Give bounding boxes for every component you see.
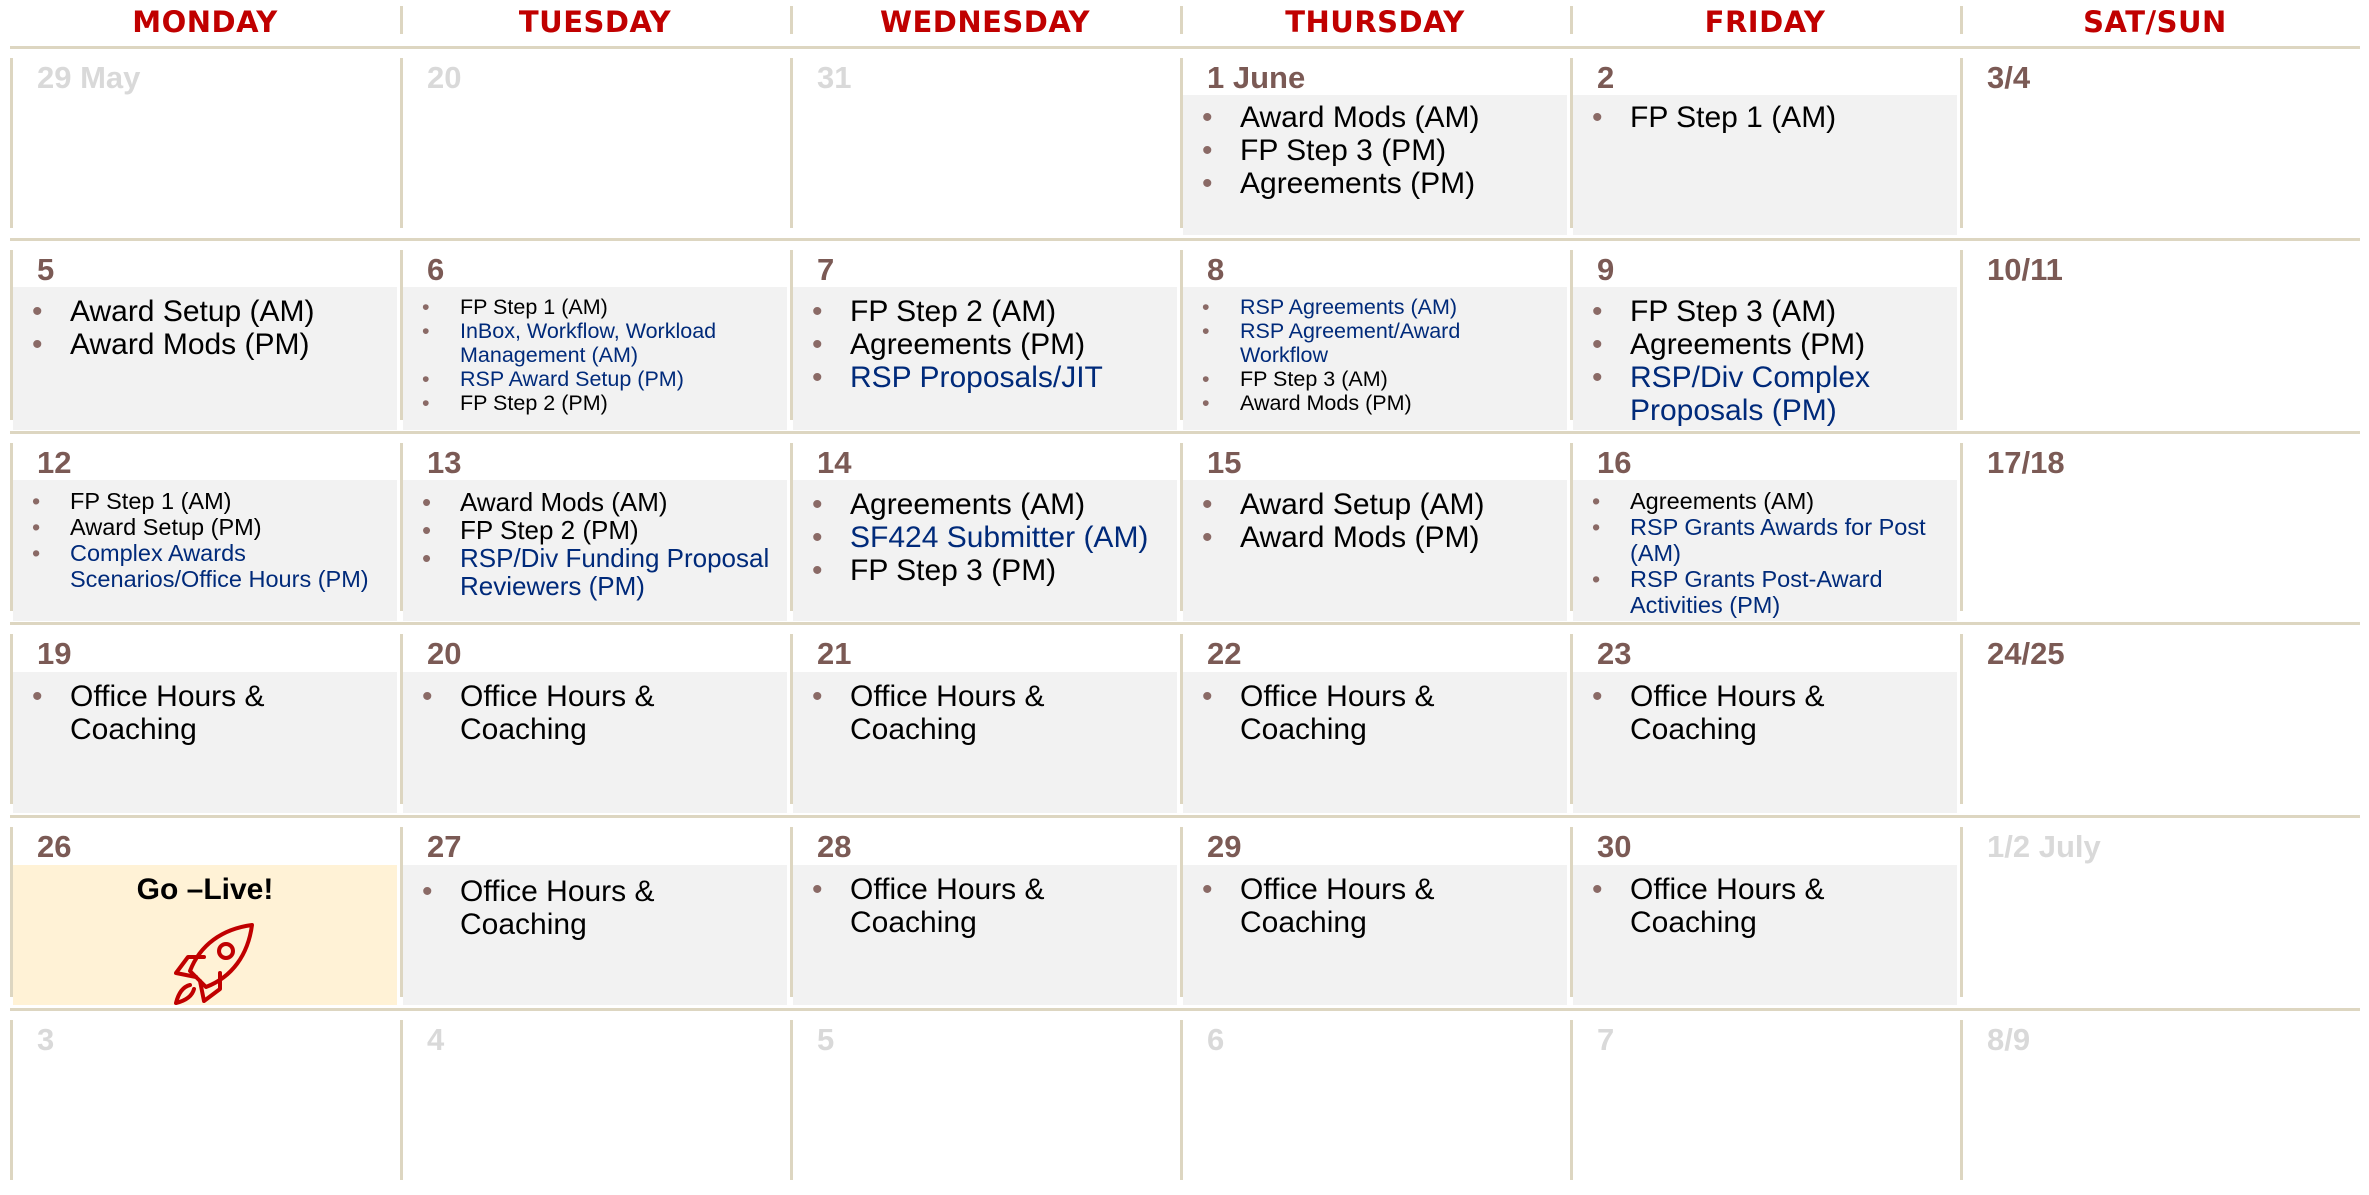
day-number: 9: [1597, 252, 1615, 287]
event-item: • RSP Proposals/JIT: [810, 361, 1160, 394]
event-item: • Award Setup (AM): [30, 295, 380, 328]
event-item: • RSP Agreement/Award Workflow: [1200, 319, 1550, 367]
event-item: • Office Hours & Coaching: [1590, 873, 1940, 939]
event-list: [30, 295, 380, 361]
event-item: • Office Hours & Coaching: [420, 875, 770, 941]
event-item: • Agreements (AM): [810, 488, 1160, 521]
day-number: 5: [817, 1022, 835, 1057]
event-list: [810, 873, 1160, 939]
event-item: • Award Mods (AM): [420, 488, 770, 516]
column-divider: [400, 634, 403, 804]
column-divider: [400, 1020, 403, 1180]
day-number: 28: [817, 829, 852, 864]
day-number: 27: [427, 829, 462, 864]
column-divider: [10, 634, 13, 804]
day-number: 31: [817, 60, 852, 95]
day-header: FRIDAY: [1704, 5, 1826, 39]
column-divider: [1570, 1020, 1573, 1180]
column-divider: [1570, 443, 1573, 611]
event-item: • FP Step 1 (AM): [30, 488, 380, 514]
row-divider: [10, 622, 2360, 625]
header-divider: [400, 6, 403, 34]
column-divider: [1570, 58, 1573, 228]
row-divider: [10, 431, 2360, 434]
event-list: [1200, 101, 1550, 200]
event-item: • Agreements (PM): [1200, 167, 1550, 200]
day-number: 5: [37, 252, 55, 287]
header-divider: [1570, 6, 1573, 34]
column-divider: [1960, 443, 1963, 611]
day-number: 3/4: [1987, 60, 2031, 95]
row-divider: [10, 815, 2360, 818]
day-number: 29 May: [37, 60, 141, 95]
event-item: • Office Hours & Coaching: [1200, 680, 1550, 746]
day-header: TUESDAY: [518, 5, 672, 39]
column-divider: [1180, 443, 1183, 611]
event-list: [1590, 101, 1940, 134]
event-list: [1590, 680, 1940, 746]
day-number: 8: [1207, 252, 1225, 287]
column-divider: [1960, 634, 1963, 804]
event-list: [420, 488, 770, 600]
row-divider: [10, 46, 2360, 49]
rocket-icon: [162, 915, 262, 1015]
column-divider: [10, 827, 13, 997]
event-item: • Complex Awards Scenarios/Office Hours (PM): [30, 540, 380, 592]
event-list: [810, 488, 1160, 587]
event-item: • Award Mods (PM): [1200, 521, 1550, 554]
column-divider: [10, 250, 13, 420]
header-divider: [1180, 6, 1183, 34]
column-divider: [400, 250, 403, 420]
column-divider: [1960, 250, 1963, 420]
day-number: 3: [37, 1022, 55, 1057]
day-number: 26: [37, 829, 72, 864]
column-divider: [10, 58, 13, 228]
day-number: 30: [1597, 829, 1632, 864]
event-item: • Award Setup (PM): [30, 514, 380, 540]
event-item: • FP Step 2 (PM): [420, 391, 770, 415]
rocket-icon-part: [176, 985, 194, 1003]
event-list: [30, 488, 380, 592]
day-number: 12: [37, 445, 72, 480]
event-item: • InBox, Workflow, Workload Management (AM): [420, 319, 770, 367]
column-divider: [1960, 58, 1963, 228]
event-list: [1590, 295, 1940, 427]
day-number: 6: [1207, 1022, 1225, 1057]
column-divider: [1180, 827, 1183, 997]
event-list: [810, 295, 1160, 394]
event-item: • FP Step 1 (AM): [420, 295, 770, 319]
day-number: 15: [1207, 445, 1242, 480]
day-number: 10/11: [1987, 252, 2063, 287]
day-number: 29: [1207, 829, 1242, 864]
event-list: [30, 680, 380, 746]
event-list: [420, 875, 770, 941]
day-number: 4: [427, 1022, 445, 1057]
column-divider: [1180, 1020, 1183, 1180]
day-number: 8/9: [1987, 1022, 2031, 1057]
event-list: [1590, 873, 1940, 939]
day-number: 7: [817, 252, 835, 287]
day-number: 14: [817, 445, 852, 480]
event-item: • FP Step 1 (AM): [1590, 101, 1940, 134]
event-list: [1200, 873, 1550, 939]
column-divider: [790, 634, 793, 804]
day-number: 23: [1597, 636, 1632, 671]
column-divider: [1180, 250, 1183, 420]
event-item: • Agreements (PM): [810, 328, 1160, 361]
column-divider: [790, 827, 793, 997]
column-divider: [790, 58, 793, 228]
event-list: [1200, 488, 1550, 554]
column-divider: [790, 1020, 793, 1180]
day-number: 22: [1207, 636, 1242, 671]
event-list: [420, 680, 770, 746]
event-item: • RSP Agreements (AM): [1200, 295, 1550, 319]
event-item: • FP Step 3 (AM): [1590, 295, 1940, 328]
day-number: 1 June: [1207, 60, 1306, 95]
day-number: 2: [1597, 60, 1615, 95]
column-divider: [400, 58, 403, 228]
day-number: 16: [1597, 445, 1632, 480]
header-divider: [790, 6, 793, 34]
column-divider: [1570, 250, 1573, 420]
event-list: [1590, 488, 1940, 618]
column-divider: [10, 1020, 13, 1180]
day-number: 1/2 July: [1987, 829, 2101, 864]
day-header: MONDAY: [132, 5, 278, 39]
event-item: • Agreements (PM): [1590, 328, 1940, 361]
event-item: • Office Hours & Coaching: [420, 680, 770, 746]
event-item: • FP Step 3 (PM): [1200, 134, 1550, 167]
column-divider: [790, 250, 793, 420]
day-number: 6: [427, 252, 445, 287]
day-header: THURSDAY: [1285, 5, 1465, 39]
event-item: • Office Hours & Coaching: [30, 680, 380, 746]
column-divider: [1960, 827, 1963, 997]
event-item: • Award Mods (AM): [1200, 101, 1550, 134]
event-item: • RSP/Div Funding Proposal Reviewers (PM): [420, 544, 770, 600]
day-number: 20: [427, 60, 462, 95]
day-number: 21: [817, 636, 852, 671]
event-item: • RSP/Div Complex Proposals (PM): [1590, 361, 1940, 427]
event-list: [1200, 295, 1550, 415]
column-divider: [400, 443, 403, 611]
column-divider: [400, 827, 403, 997]
event-list: [1200, 680, 1550, 746]
event-item: • Award Mods (PM): [1200, 391, 1550, 415]
column-divider: [1570, 634, 1573, 804]
column-divider: [1960, 1020, 1963, 1180]
day-number: 20: [427, 636, 462, 671]
golive-label: Go –Live!: [136, 873, 274, 906]
event-item: • Award Mods (PM): [30, 328, 380, 361]
column-divider: [10, 443, 13, 611]
column-divider: [790, 443, 793, 611]
header-divider: [1960, 6, 1963, 34]
event-item: • Award Setup (AM): [1200, 488, 1550, 521]
day-number: 13: [427, 445, 462, 480]
event-item: • FP Step 3 (AM): [1200, 367, 1550, 391]
event-item: • FP Step 2 (PM): [420, 516, 770, 544]
event-item: • RSP Grants Post-Award Activities (PM): [1590, 566, 1940, 618]
event-item: • Office Hours & Coaching: [810, 873, 1160, 939]
event-item: • FP Step 2 (AM): [810, 295, 1160, 328]
event-item: • RSP Grants Awards for Post (AM): [1590, 514, 1940, 566]
event-item: • SF424 Submitter (AM): [810, 521, 1160, 554]
row-divider: [10, 1008, 2360, 1011]
column-divider: [1570, 827, 1573, 997]
day-number: 19: [37, 636, 72, 671]
row-divider: [10, 238, 2360, 241]
column-divider: [1180, 58, 1183, 228]
day-number: 24/25: [1987, 636, 2065, 671]
rocket-window: [219, 944, 233, 958]
column-divider: [1180, 634, 1183, 804]
day-header: WEDNESDAY: [879, 5, 1091, 39]
event-item: • Agreements (AM): [1590, 488, 1940, 514]
event-item: • Office Hours & Coaching: [1200, 873, 1550, 939]
day-number: 7: [1597, 1022, 1615, 1057]
event-list: [420, 295, 770, 415]
event-item: • FP Step 3 (PM): [810, 554, 1160, 587]
day-number: 17/18: [1987, 445, 2065, 480]
day-header: SAT/SUN: [2083, 5, 2227, 39]
event-item: • Office Hours & Coaching: [810, 680, 1160, 746]
event-list: [810, 680, 1160, 746]
event-item: • Office Hours & Coaching: [1590, 680, 1940, 746]
event-item: • RSP Award Setup (PM): [420, 367, 770, 391]
